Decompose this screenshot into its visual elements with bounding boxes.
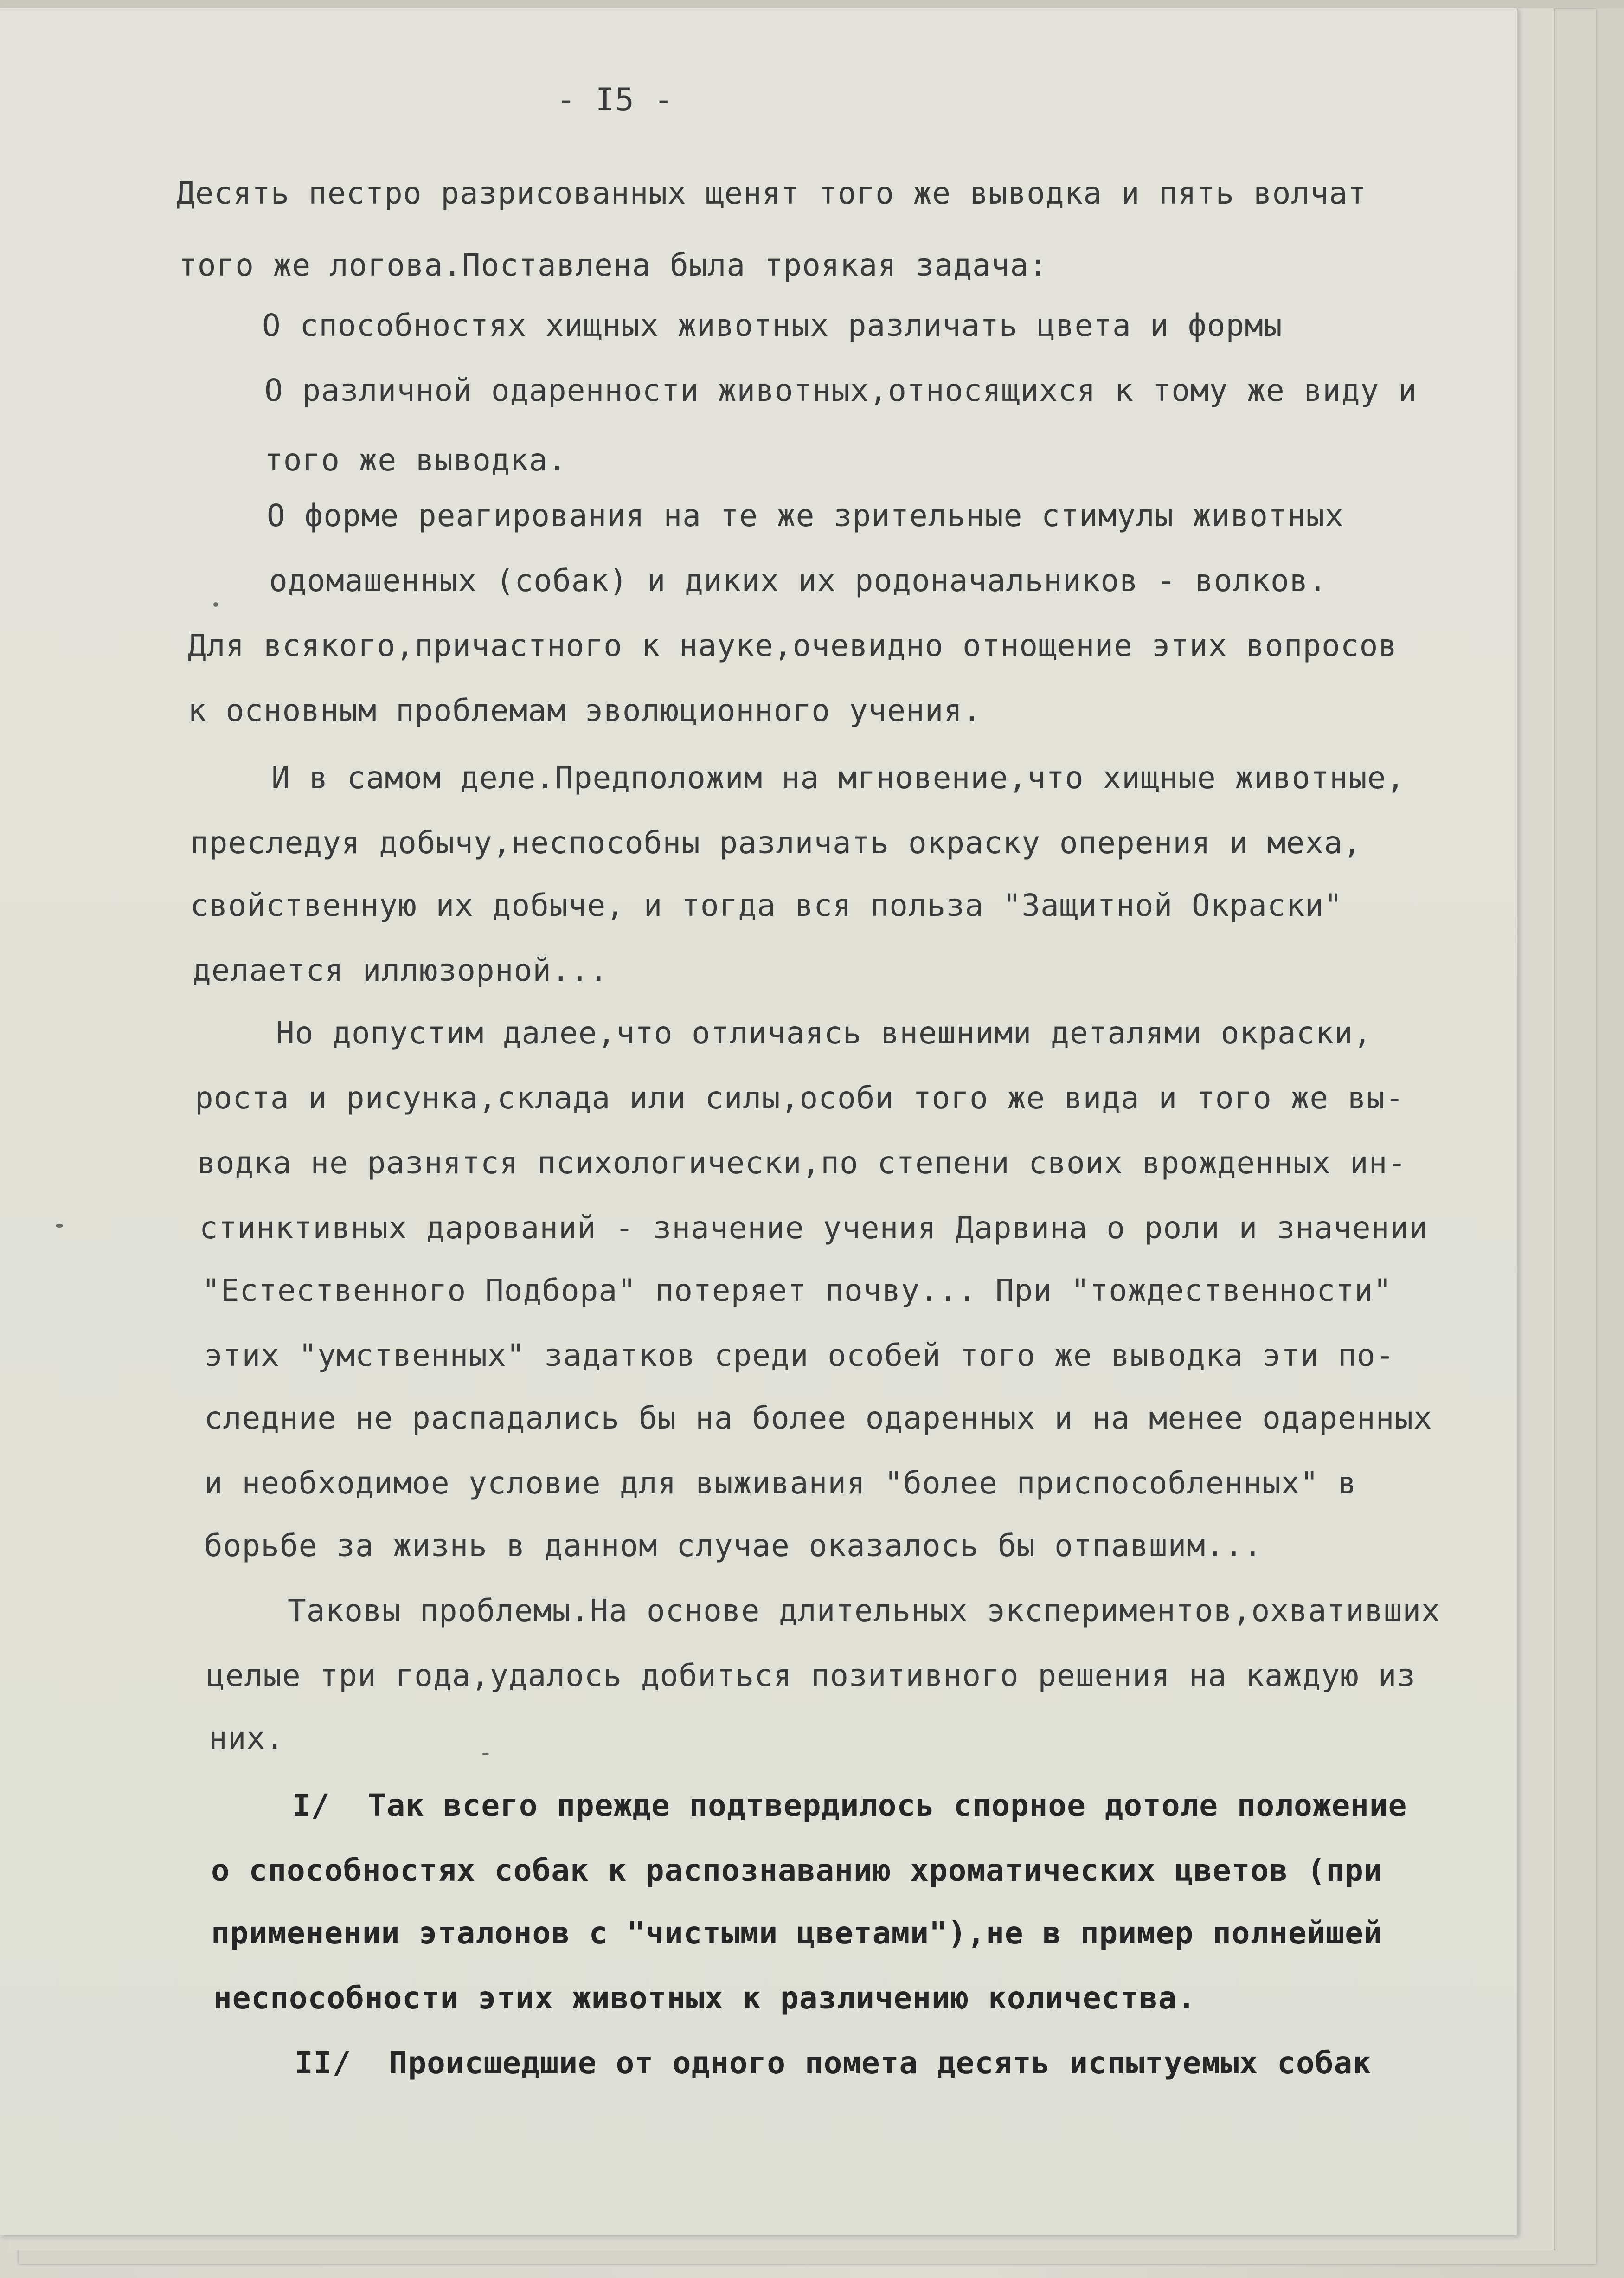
text-line: преследуя добычу,неспособны различать окраску оперения и меха, — [190, 825, 1362, 861]
text-line: Таковы проблемы.На основе длительных экспериментов,охвативших — [288, 1593, 1440, 1628]
scan-speck — [56, 1224, 63, 1228]
page-number: - I5 - — [557, 82, 674, 118]
text-line: водка не разнятся психологически,по степени своих врожденных ин- — [197, 1145, 1407, 1181]
text-line: Но допустим далее,что отличаясь внешними деталями окраски, — [276, 1015, 1372, 1051]
text-line: стинктивных дарований - значение учения Дарвина о роли и значении — [199, 1210, 1428, 1246]
text-line: свойственную их добыче, и тогда вся польза "Защитной Окраски" — [190, 888, 1343, 923]
top-edge — [0, 0, 1624, 8]
text-line: I/ Так всего прежде подтвердилось спорное дотоле положение — [292, 1788, 1407, 1823]
text-line: Десять пестро разрисованных щенят того же выводка и пять волчат — [176, 175, 1367, 211]
text-line: применении эталонов с "чистыми цветами"),не в пример полнейшей — [211, 1915, 1383, 1951]
scan-speck — [213, 602, 218, 607]
text-line: "Естественного Подбора" потеряет почву... При "тождественности" — [202, 1273, 1393, 1308]
typewritten-page — [0, 8, 1518, 2235]
text-line: И в самом деле.Предположим на мгновение,что хищные животные, — [271, 760, 1406, 796]
text-line: роста и рисунка,склада или силы,особи того же вида и того же вы- — [195, 1080, 1405, 1116]
text-line: того же выводка. — [264, 442, 567, 478]
text-line: борьбе за жизнь в данном случае оказалось бы отпавшим... — [204, 1528, 1263, 1564]
text-line: II/ Происшедшие от одного помета десять испытуемых собак — [295, 2045, 1372, 2081]
text-line: того же логова.Поставлена была троякая задача: — [179, 247, 1048, 283]
text-line: О различной одаренности животных,относящихся к тому же виду и — [264, 373, 1417, 408]
text-line: к основным проблемам эволюционного учения. — [188, 693, 982, 728]
text-line: и необходимое условие для выживания "более приспособленных" в — [204, 1465, 1357, 1501]
text-line: одомашенных (собак) и диких их родоначальников - волков. — [269, 563, 1328, 598]
text-line: О способностях хищных животных различать цвета и формы — [262, 308, 1283, 343]
text-line: о способностях собак к распознаванию хроматических цветов (при — [211, 1853, 1383, 1888]
text-line: следние не распадались бы на более одаренных и на менее одаренных — [204, 1400, 1432, 1436]
text-line: них. — [209, 1720, 284, 1756]
scan-speck — [482, 1753, 489, 1755]
text-line: целые три года,удалось добиться позитивного решения на каждую из — [206, 1658, 1416, 1693]
text-line: неспособности этих животных к различению количества. — [213, 1980, 1196, 2016]
text-line: Для всякого,причастного к науке,очевидно отнощение этих вопросов — [188, 628, 1398, 663]
text-line: этих "умственных" задатков среди особей того же выводка эти по- — [204, 1338, 1395, 1373]
text-line: делается иллюзорной... — [193, 952, 609, 988]
text-line: О форме реагирования на те же зрительные стимулы животных — [267, 498, 1344, 534]
